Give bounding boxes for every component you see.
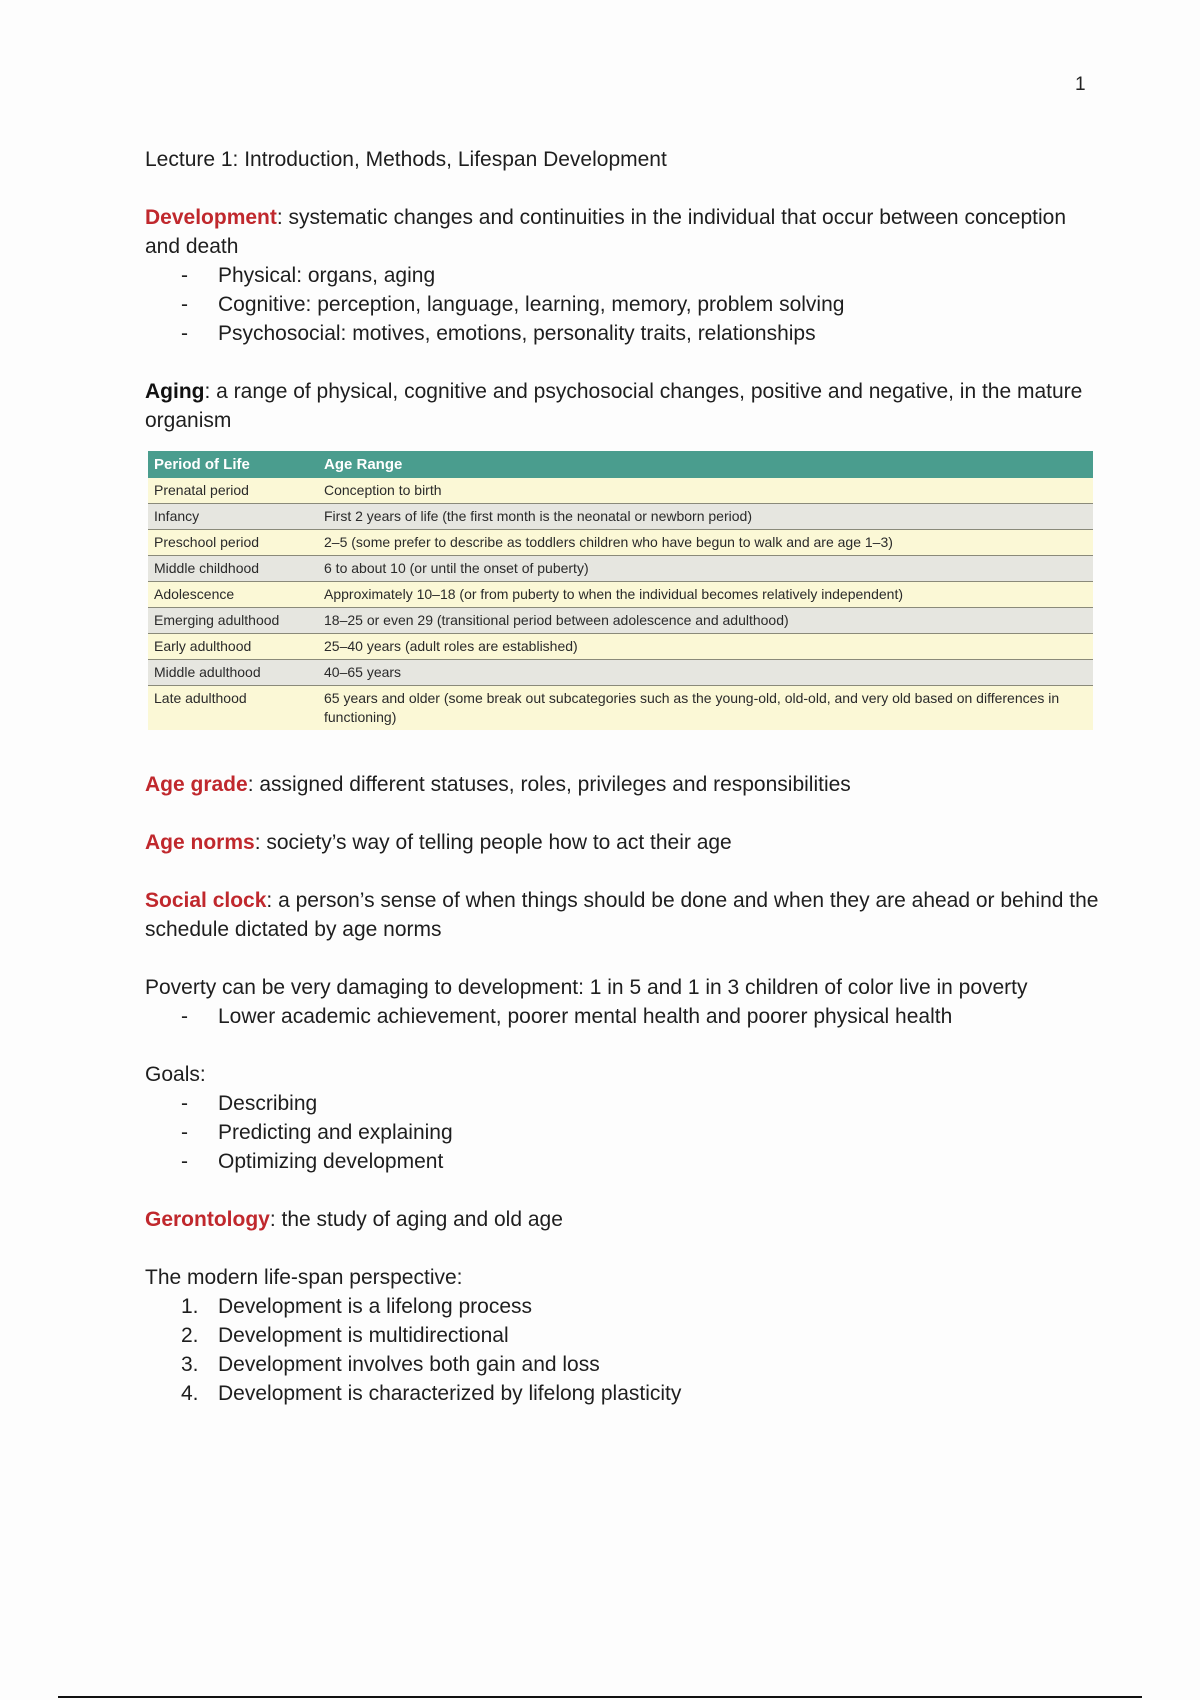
- lifespan-section: [145, 1263, 1105, 1408]
- list-number: 4.: [181, 1382, 199, 1405]
- period-cell: Infancy: [148, 504, 318, 530]
- period-cell: Adolescence: [148, 582, 318, 608]
- list-item-text: Development is a lifelong process: [218, 1295, 532, 1318]
- table-row: [148, 634, 1093, 660]
- list-item: [145, 1292, 1105, 1321]
- list-number: 3.: [181, 1353, 199, 1376]
- social-clock-term: Social clock: [145, 889, 267, 912]
- list-item-text: Lower academic achievement, poorer mental health and poorer physical health: [218, 1005, 953, 1028]
- table-header-row: [148, 451, 1093, 478]
- dash-bullet: -: [181, 264, 188, 287]
- development-list: [145, 261, 1105, 348]
- age-range-cell: Approximately 10–18 (or from puberty to when the individual becomes relatively independent): [318, 582, 1093, 608]
- development-definition: [145, 203, 1105, 261]
- poverty-section: [145, 973, 1105, 1031]
- lifespan-list: [145, 1292, 1105, 1408]
- period-cell: Middle childhood: [148, 556, 318, 582]
- document-body: [145, 145, 1105, 1408]
- table-row: [148, 504, 1093, 530]
- list-number: 1.: [181, 1295, 199, 1318]
- list-item-text: Predicting and explaining: [218, 1121, 453, 1144]
- dash-bullet: -: [181, 1121, 188, 1144]
- list-item: [145, 1118, 1105, 1147]
- age-range-cell: 18–25 or even 29 (transitional period between adolescence and adulthood): [318, 608, 1093, 634]
- list-item-text: Development involves both gain and loss: [218, 1353, 600, 1376]
- table-row: [148, 686, 1093, 731]
- list-item-text: Psychosocial: motives, emotions, personality traits, relationships: [218, 322, 816, 345]
- period-cell: Prenatal period: [148, 478, 318, 504]
- list-item: [145, 319, 1105, 348]
- development-term: Development: [145, 206, 277, 229]
- page-number: 1: [1075, 74, 1086, 95]
- list-item: [145, 261, 1105, 290]
- gerontology-definition: [145, 1205, 1105, 1234]
- list-item-text: Physical: organs, aging: [218, 264, 436, 287]
- table-row: [148, 556, 1093, 582]
- goals-heading: Goals:: [145, 1063, 206, 1086]
- lifespan-heading: The modern life-span perspective:: [145, 1266, 463, 1289]
- age-grade-term: Age grade: [145, 773, 248, 796]
- table-row: [148, 530, 1093, 556]
- dash-bullet: -: [181, 1150, 188, 1173]
- gerontology-text: : the study of aging and old age: [269, 1208, 563, 1231]
- age-grade-text: : assigned different statuses, roles, privileges and responsibilities: [247, 773, 851, 796]
- age-range-cell: 6 to about 10 (or until the onset of puberty): [318, 556, 1093, 582]
- period-cell: Early adulthood: [148, 634, 318, 660]
- header-age-range: Age Range: [318, 451, 1093, 478]
- age-norms-definition: [145, 828, 1105, 857]
- list-item-text: Development is multidirectional: [218, 1324, 509, 1347]
- table-row: [148, 478, 1093, 504]
- list-item: [145, 1089, 1105, 1118]
- page-title: Lecture 1: Introduction, Methods, Lifespan Development: [145, 148, 667, 171]
- header-period-of-life: Period of Life: [148, 451, 318, 478]
- page-bottom-rule: [58, 1696, 1142, 1698]
- development-text: : systematic changes and continuities in the individual that occur between conception and death: [145, 206, 1067, 258]
- list-item: [145, 1350, 1105, 1379]
- age-range-cell: First 2 years of life (the first month is the neonatal or newborn period): [318, 504, 1093, 530]
- age-norms-term: Age norms: [145, 831, 255, 854]
- list-item-text: Cognitive: perception, language, learning, memory, problem solving: [218, 293, 845, 316]
- list-item-text: Describing: [218, 1092, 318, 1115]
- age-range-cell: 2–5 (some prefer to describe as toddlers children who have begun to walk and are age 1–3): [318, 530, 1093, 556]
- age-range-cell: 40–65 years: [318, 660, 1093, 686]
- goals-list: [145, 1089, 1105, 1176]
- social-clock-text: : a person’s sense of when things should be done and when they are ahead or behind the schedule dictated by age norms: [145, 889, 1099, 941]
- aging-term: Aging: [145, 380, 205, 403]
- poverty-list: [145, 1002, 1105, 1031]
- period-cell: Middle adulthood: [148, 660, 318, 686]
- age-range-cell: 25–40 years (adult roles are established): [318, 634, 1093, 660]
- age-grade-definition: [145, 770, 1105, 799]
- list-item-text: Optimizing development: [218, 1150, 444, 1173]
- table-row: [148, 660, 1093, 686]
- list-item: [145, 1321, 1105, 1350]
- age-norms-text: : society’s way of telling people how to act their age: [254, 831, 732, 854]
- aging-text: : a range of physical, cognitive and psychosocial changes, positive and negative, in the mature organism: [145, 380, 1083, 432]
- life-periods-table: [148, 451, 1093, 730]
- list-item: [145, 1379, 1105, 1408]
- gerontology-term: Gerontology: [145, 1208, 270, 1231]
- list-item: [145, 290, 1105, 319]
- age-range-cell: 65 years and older (some break out subcategories such as the young-old, old-old, and very old based on differences in functioning): [318, 686, 1093, 731]
- list-item-text: Development is characterized by lifelong plasticity: [218, 1382, 682, 1405]
- poverty-text: Poverty can be very damaging to development: 1 in 5 and 1 in 3 children of color live in poverty: [145, 976, 1028, 999]
- dash-bullet: -: [181, 1005, 188, 1028]
- period-cell: Preschool period: [148, 530, 318, 556]
- period-cell: Emerging adulthood: [148, 608, 318, 634]
- table-row: [148, 608, 1093, 634]
- dash-bullet: -: [181, 322, 188, 345]
- list-item: [145, 1147, 1105, 1176]
- aging-definition: [145, 377, 1105, 435]
- social-clock-definition: [145, 886, 1105, 944]
- dash-bullet: -: [181, 293, 188, 316]
- age-range-cell: Conception to birth: [318, 478, 1093, 504]
- development-section: [145, 203, 1105, 348]
- goals-section: [145, 1060, 1105, 1176]
- table-row: [148, 582, 1093, 608]
- list-item: [145, 1002, 1105, 1031]
- period-cell: Late adulthood: [148, 686, 318, 731]
- dash-bullet: -: [181, 1092, 188, 1115]
- list-number: 2.: [181, 1324, 199, 1347]
